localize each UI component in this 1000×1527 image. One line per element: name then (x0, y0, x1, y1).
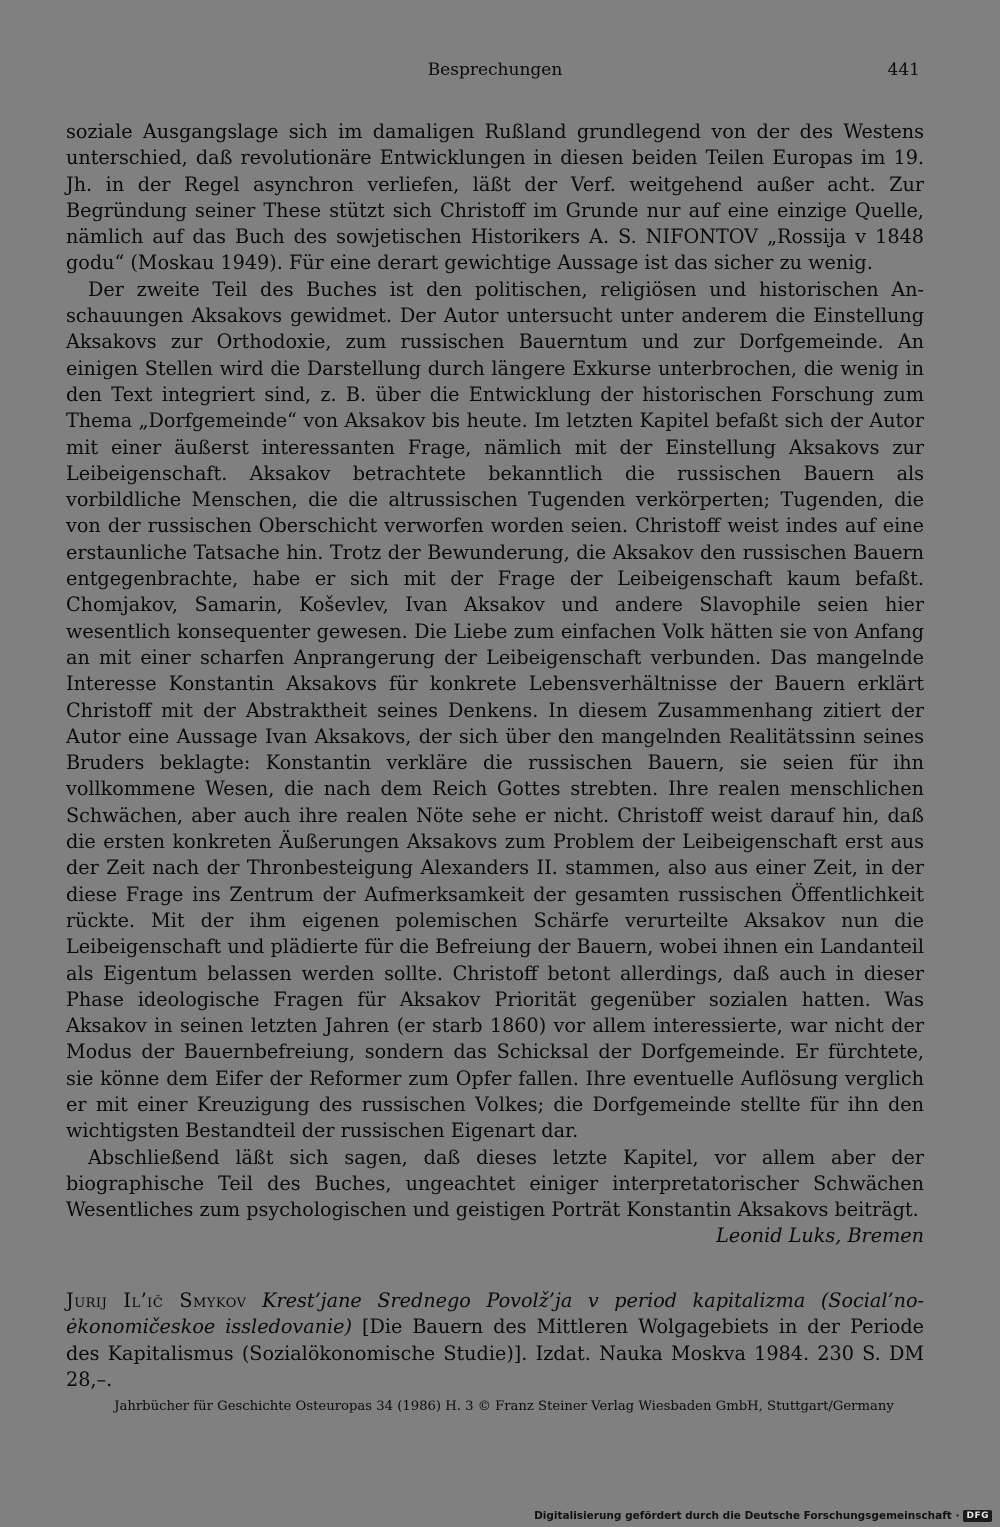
bib-title: Krest’jane Srednego Povolž’ja v period kapitalizma (Social’no-ėkonomičeskoe issledovanie) (66, 1289, 924, 1339)
running-head (66, 60, 924, 88)
paragraph-3: Abschließend läßt sich sagen, daß dieses letzte Kapitel, vor allem aber der biographische Teil des Buches, ungeachtet einiger interpretatorischer Schwächen Wesentliches zum psychologischen und geistigen Porträt Konstantin Aksakovs beiträgt. (66, 1145, 924, 1222)
journal-footer: Jahrbücher für Geschichte Osteuropas 34 (1986) H. 3 © Franz Steiner Verlag Wiesbaden GmbH, Stuttgart/Germany (114, 1399, 894, 1414)
bibliographic-entry (66, 1288, 924, 1393)
dfg-logo-icon: DFG (963, 1510, 992, 1522)
bib-details: [Die Bauern des Mittleren Wolgagebiets in der Periode des Kapitalismus (Sozialökonomische Studie)]. Izdat. Nauka Moskva 1984. 230 S. DM 28,–. (66, 1315, 924, 1391)
paragraph-2: Der zweite Teil des Buches ist den politischen, religiösen und historischen Anschauungen Aksakovs gewidmet. Der Autor untersucht unter anderem die Einstellung Aksakovs zur Orthodoxie, zum russischen Bauerntum und zur Dorfgemeinde. An einigen Stellen wird die Darstellung durch längere Exkurse unterbrochen, die wenig in den Text integriert sind, z. B. über die Entwicklung der historischen Forschung zum Thema „Dorfgemeinde“ von Aksakov bis heute. Im letzten Kapitel befaßt sich der Autor mit einer äußerst interessanten Frage, nämlich mit der Einstellung Aksakovs zur Leibeigenschaft. Aksakov betrachtete bekanntlich die russischen Bauern als vorbildliche Menschen, die die altrussischen Tugenden verkörperten; Tugenden, die von der russischen Oberschicht verworfen worden seien. Christoff weist indes auf eine erstaunliche Tatsache hin. Trotz der Bewunderung, die Aksakov den russischen Bauern entgegenbrachte, habe er sich mit der Frage der Leibeigenschaft kaum befaßt. Chomjakov, Samarin, Koševlev, Ivan Aksakov und andere Slavophile seien hier wesentlich konsequenter gewesen. Die Liebe zum einfachen Volk hätten sie von Anfang an mit einer scharfen Anprangerung der Leibeigenschaft verbunden. Das mangelnde Interesse Konstantin Aksakovs für konkrete Lebensverhältnisse der Bauern erklärt Christoff mit der Abstraktheit seines Denkens. In diesem Zusammenhang zitiert der Autor eine Aussage Ivan Aksakovs, der sich über den mangelnden Realitätssinn seines Bruders beklagte: Konstantin verkläre die russischen Bauern, sie seien für ihn vollkommene Wesen, die nach dem Reich Gottes strebten. Ihre realen menschlichen Schwächen, aber auch ihre realen Nöte sehe er nicht. Christoff weist darauf hin, daß die ersten konkreten Äußerungen Aksakovs zum Problem der Leibeigenschaft erst aus der Zeit nach der Thronbesteigung Alexanders II. stammen, also aus einer Zeit, in der diese Frage ins Zentrum der Aufmerksamkeit der gesamten russischen Öffentlichkeit rückte. Mit der ihm eigenen polemischen Schärfe verurteilte Aksakov nun die Leibeigenschaft und plädierte für die Befreiung der Bauern, wobei ihnen ein Landanteil als Eigentum belassen werden sollte. Christoff betont allerdings, daß auch in dieser Phase ideologische Fragen für Aksakov Priorität gegenüber sozialen hatten. Was Aksakov in seinen letzten Jahren (er starb 1860) vor allem interessierte, war nicht der Modus der Bauernbefreiung, sondern das Schicksal der Dorfgemeinde. Er fürchtete, sie könne dem Eifer der Reformer zum Opfer fallen. Ihre eventuelle Auflösung verglich er mit einer Kreuzigung des russischen Volkes; die Dorfgemeinde stellte für ihn den wichtigsten Bestandteil der russischen Eigenart dar. (66, 277, 924, 1143)
digitization-text: Digitalisierung gefördert durch die Deutsche Forschungsgemeinschaft · (534, 1510, 960, 1522)
bib-author: Jurij Il’ič Smykov (66, 1289, 247, 1312)
review-body (66, 119, 924, 1250)
paragraph-1: soziale Ausgangslage sich im damaligen Rußland grundlegend von der des Westens unterschied, daß revolutionäre Entwicklungen in diesen beiden Teilen Europas im 19. Jh. in der Regel asynchron verliefen, läßt der Verf. weitgehend außer acht. Zur Begründung seiner These stützt sich Christoff im Grunde nur auf eine einzige Quelle, nämlich auf das Buch des sowjetischen Historikers A. S. NIFONTOV „Rossija v 1848 godu“ (Moskau 1949). Für eine derart gewichtige Aussage ist das sicher zu wenig. (66, 120, 924, 275)
digitization-note (534, 1510, 992, 1522)
reviewer-signature: Leonid Luks, Bremen (716, 1224, 924, 1248)
running-head-title: Besprechungen (427, 60, 563, 80)
page-number: 441 (887, 60, 920, 80)
